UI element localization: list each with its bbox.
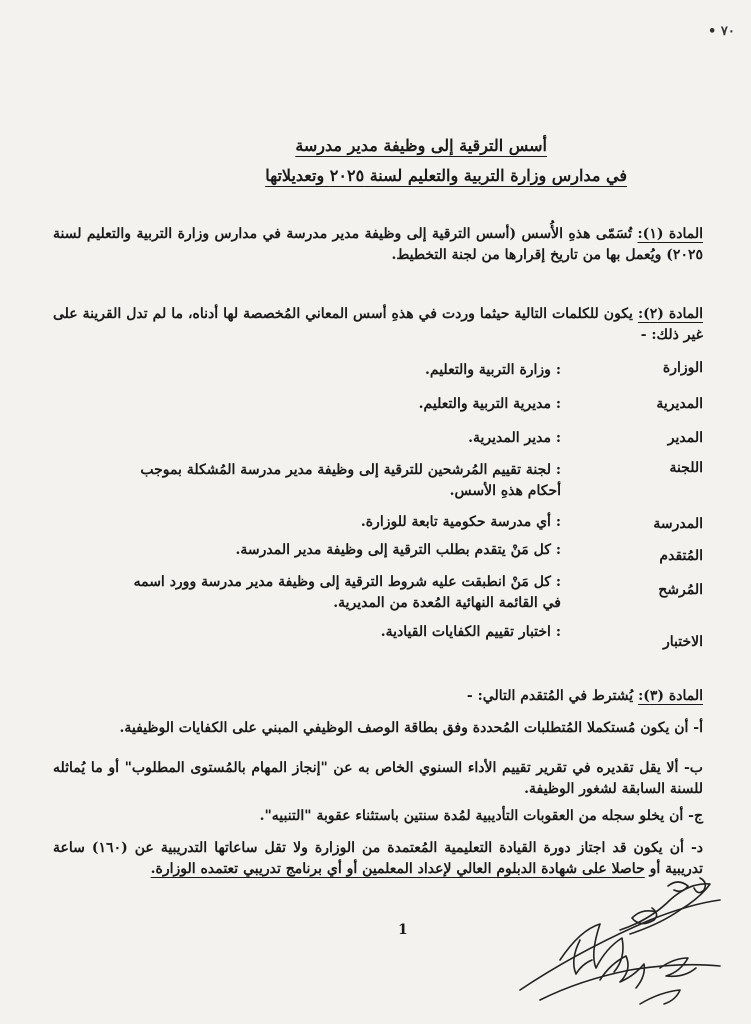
definition-term: الوزارة [662, 360, 703, 376]
article-3-intro: يُشترط في المُتقدم التالي: - [466, 688, 639, 704]
condition-letter: د- [690, 840, 703, 856]
condition-text: ألا يقل تقديره في تقرير تقييم الأداء السنوي الخاص به عن "إنجاز المهام بالمُستوى المطلوب" أو ما يُماثله للسنة السابقة لشغور الوظيفة. [53, 760, 703, 797]
definition-text: : كل مَنْ انطبقت عليه شروط الترقية إلى وظيفة مدير مدرسة وورد اسمه في القائمة النهائية المُعدة من المديرية. [133, 574, 561, 611]
condition-text: أن يكون مُستكملا المُتطلبات المُحددة وفق بطاقة الوصف الوظيفي المبني على الكفايات الوظيفية. [119, 720, 694, 736]
definition-term: المُتقدم [659, 548, 703, 564]
condition-text-underlined: حاصلا على شهادة الدبلوم العالي لإعداد المعلمين أو أي برنامج تدريبي تعتمده الوزارة. [150, 861, 645, 877]
condition-text: أن يكون قد اجتاز دورة القيادة التعليمية المُعتمدة من الوزارة ولا تقل ساعاتها التدريبية عن (١٦٠) ساعة تدريبية أو [53, 840, 703, 877]
document-title: أسس الترقية إلى وظيفة مدير مدرسة [295, 136, 547, 155]
definition-term: المديرية [656, 396, 703, 412]
article-2-text: يكون للكلمات التالية حيثما وردت في هذهِ أسس المعاني المُخصصة لها أدناه، ما لم تدل القرينة على غير ذلك: - [53, 306, 703, 343]
document-subtitle: في مدارس وزارة التربية والتعليم لسنة ٢٠٢٥ وتعديلاتها [265, 166, 627, 185]
definition-term: المدير [667, 430, 703, 446]
definition-term: اللجنة [669, 460, 703, 476]
condition-text: أن يخلو سجله من العقوبات التأديبية لمُدة سنتين باستثناء عقوبة "التنبيه". [259, 808, 689, 824]
definition-text: : وزارة التربية والتعليم. [425, 362, 561, 378]
definition-text: : مدير المديرية. [468, 430, 561, 446]
definition-text: : لجنة تقييم المُرشحين للترقية إلى وظيفة مدير مدرسة المُشكلة بموجب أحكام هذهِ الأسس. [140, 462, 561, 499]
article-3-label: المادة (٣): [638, 688, 703, 704]
definition-term: الاختبار [662, 634, 703, 650]
definition-text: : أي مدرسة حكومية تابعة للوزارة. [360, 514, 561, 530]
article-1-text: تُسَمّى هذهِ الأُسس (أسس الترقية إلى وظيفة مدير مدرسة في مدارس وزارة التربية والتعليم لسنة ٢٠٢٥) ويُعمل بها من تاريخ إقرارها من لجنة التخطيط. [53, 226, 703, 263]
condition-letter: ب- [684, 760, 703, 776]
definition-text: : مديرية التربية والتعليم. [418, 396, 561, 412]
article-2-label: المادة (٢): [637, 306, 703, 322]
definition-text: : اختبار تقييم الكفايات القيادية. [380, 624, 561, 640]
definition-text: : كل مَنْ يتقدم بطلب الترقية إلى وظيفة مدير المدرسة. [235, 542, 561, 558]
condition-letter: أ- [693, 720, 703, 736]
condition-letter: ج- [688, 808, 703, 824]
definition-term: المدرسة [653, 516, 703, 532]
definition-term: المُرشح [658, 582, 703, 598]
article-1-label: المادة (١): [637, 226, 703, 242]
page-number: 1 [398, 922, 408, 938]
corner-mark: • ٧٠ [708, 24, 735, 39]
